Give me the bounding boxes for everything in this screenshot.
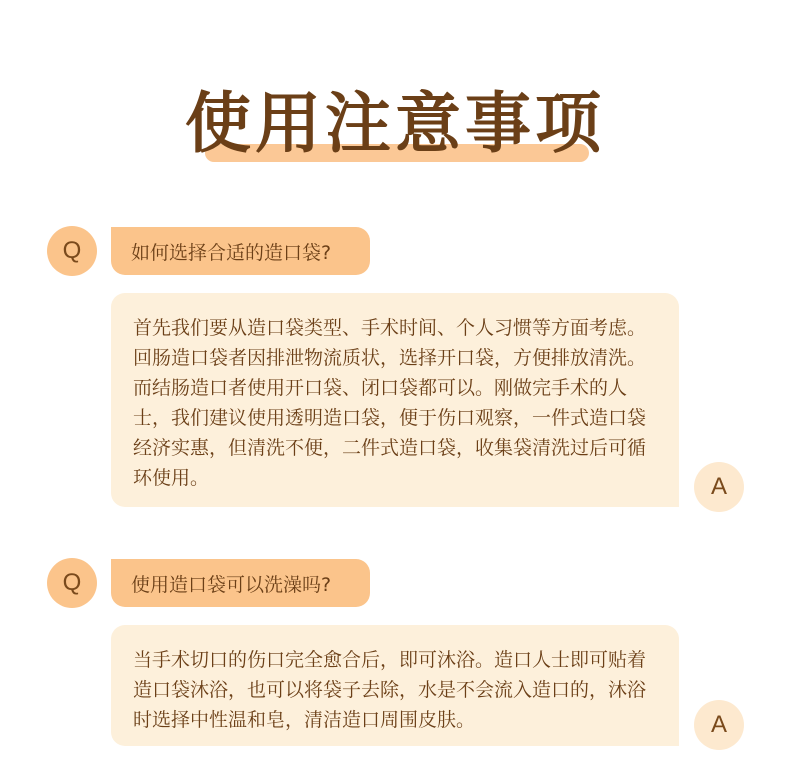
question-badge: Q bbox=[47, 226, 97, 276]
question-badge: Q bbox=[47, 558, 97, 608]
question-bubble: 使用造口袋可以洗澡吗? bbox=[111, 559, 370, 607]
question-bubble: 如何选择合适的造口袋? bbox=[111, 227, 370, 275]
answer-badge: A bbox=[694, 700, 744, 750]
answer-bubble: 当手术切口的伤口完全愈合后，即可沐浴。造口人士即可贴着造口袋沐浴，也可以将袋子去除，水是不会流入造口的，沐浴时选择中性温和皂，清洁造口周围皮肤。 bbox=[111, 625, 679, 746]
answer-bubble: 首先我们要从造口袋类型、手术时间、个人习惯等方面考虑。回肠造口袋者因排泄物流质状，选择开口袋，方便排放清洗。而结肠造口者使用开口袋、闭口袋都可以。刚做完手术的人士，我们建议使用透明造口袋，便于伤口观察，一件式造口袋经济实惠，但清洗不便，二件式造口袋，收集袋清洗过后可循环使用。 bbox=[111, 293, 679, 507]
answer-badge: A bbox=[694, 462, 744, 512]
page-title: 使用注意事项 bbox=[185, 85, 605, 162]
page-header bbox=[0, 84, 790, 174]
